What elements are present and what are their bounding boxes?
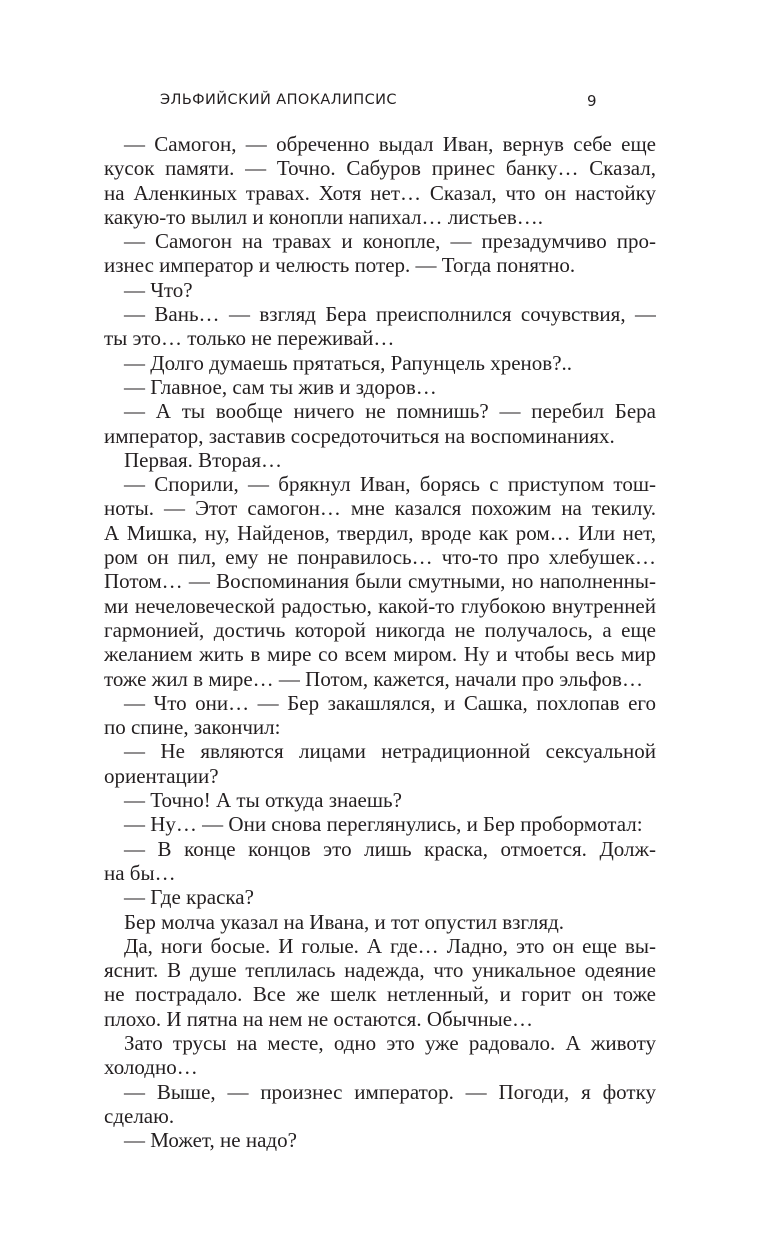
text-line: — Вань… — взгляд Бера преисполнился сочувствия, — <box>124 302 656 327</box>
text-line: — Что? <box>124 277 193 302</box>
text-line: — Может, не надо? <box>124 1128 297 1153</box>
text-line: — Что они… — Бер закашлялся, и Сашка, похлопав его <box>124 690 656 715</box>
text-line: — В конце концов это лишь краска, отмоется. Долж- <box>124 836 656 861</box>
text-line: сделаю. <box>104 1103 175 1128</box>
page-number: 9 <box>587 92 597 110</box>
text-line: яснит. В душе теплилась надежда, что уникальное одеяние <box>104 958 656 983</box>
text-line: — Самогон, — обреченно выдал Иван, вернув себе еще <box>124 132 656 156</box>
text-line: ноты. — Этот самогон… мне казался похожим на текилу. <box>104 496 656 521</box>
text-line: — Где краска? <box>124 885 254 910</box>
text-line: — Точно! А ты откуда знаешь? <box>124 788 402 813</box>
text-line: не пострадало. Все же шелк нетленный, и горит он тоже <box>104 982 656 1007</box>
text-line: — А ты вообще ничего не помнишь? — перебил Бера <box>124 399 656 424</box>
text-line: император, заставив сосредоточиться на воспоминаниях. <box>104 423 615 448</box>
text-line: по спине, закончил: <box>104 715 281 740</box>
text-line: А Мишка, ну, Найденов, твердил, вроде как ром… Или нет, <box>104 520 656 545</box>
text-line: — Главное, сам ты жив и здоров… <box>124 374 437 399</box>
text-line: Бер молча указал на Ивана, и тот опустил взгляд. <box>124 909 565 934</box>
text-line: Первая. Вторая… <box>124 447 282 472</box>
text-line: ми нечеловеческой радостью, какой-то глубокою внутренней <box>104 593 656 618</box>
text-line: желанием жить в мире со всем миром. Ну и чтобы весь мир <box>104 642 656 667</box>
text-line: Потом… — Воспоминания были смутными, но наполненны- <box>104 569 656 594</box>
text-line: — Выше, — произнес император. — Погоди, я фотку <box>124 1079 656 1104</box>
text-line: гармонией, достичь которой никогда не получалось, а еще <box>104 617 656 642</box>
text-line: холодно… <box>104 1055 198 1080</box>
text-line: — Не являются лицами нетрадиционной сексуальной <box>124 739 656 764</box>
text-line: какую-то вылил и конопли напихал… листьев…. <box>104 204 543 229</box>
text-line: на бы… <box>104 860 176 885</box>
text-line: — Долго думаешь прятаться, Рапунцель хренов?.. <box>124 350 573 375</box>
text-line: — Спорили, — брякнул Иван, борясь с приступом тош- <box>124 472 656 497</box>
text-line: Зато трусы на месте, одно это уже радовало. А животу <box>124 1030 656 1055</box>
text-line: — Ну… — Они снова переглянулись, и Бер пробормотал: <box>124 812 643 837</box>
text-line: на Аленкиных травах. Хотя нет… Сказал, что он настойку <box>104 180 656 205</box>
book-title: ЭЛЬФИЙСКИЙ АПОКАЛИПСИС <box>160 92 397 108</box>
text-line: тоже жил в мире… — Потом, кажется, начали про эльфов… <box>104 666 643 691</box>
text-line: кусок памяти. — Точно. Сабуров принес банку… Сказал, <box>104 156 656 181</box>
text-line: ориентации? <box>104 763 219 788</box>
text-line: — Самогон на травах и конопле, — презадумчиво про- <box>124 229 656 254</box>
text-line: Да, ноги босые. И голые. А где… Ладно, это он еще вы- <box>124 933 656 958</box>
text-line: ты это… только не переживай… <box>104 326 395 351</box>
text-line: плохо. И пятна на нем не остаются. Обычные… <box>104 1006 534 1031</box>
text-line: ром он пил, ему не понравилось… что-то про хлебушек… <box>104 545 656 570</box>
body-text <box>104 132 656 1152</box>
text-line: изнес император и челюсть потер. — Тогда понятно. <box>104 253 576 278</box>
running-head <box>160 92 597 114</box>
